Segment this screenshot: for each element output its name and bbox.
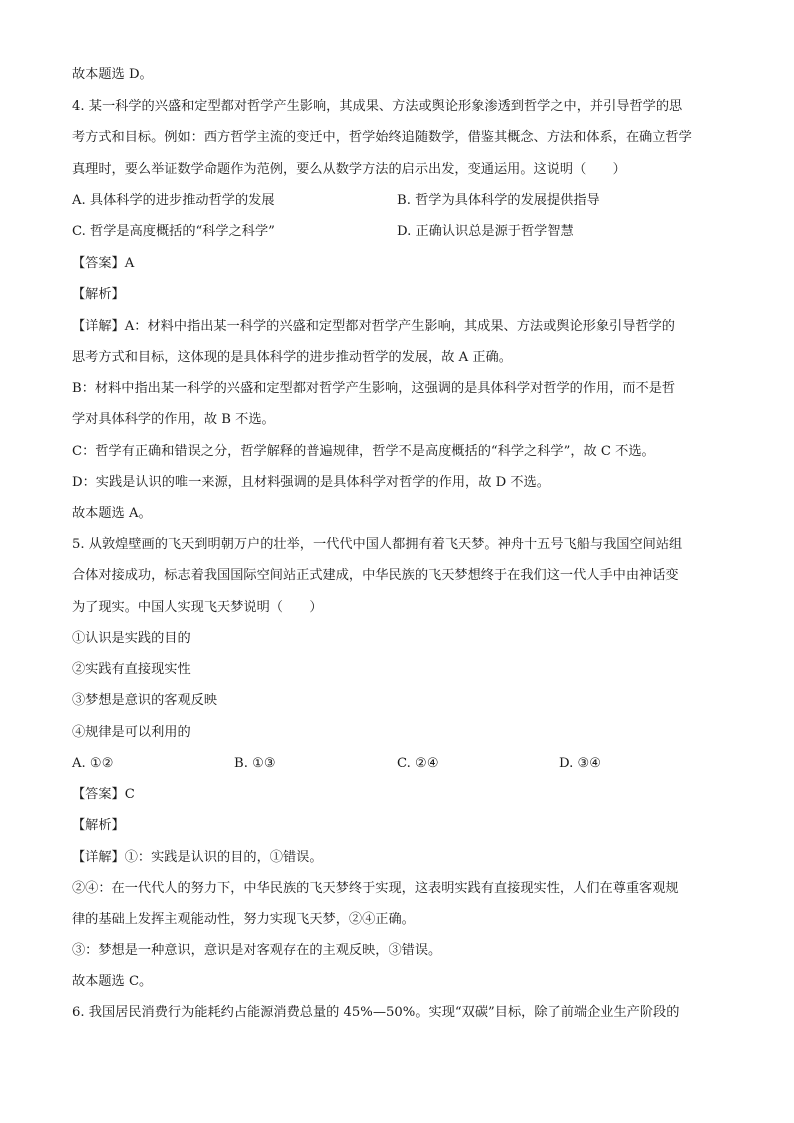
question-5-stem-line-1: 5. 从敦煌壁画的飞天到明朝万户的壮举，一代代中国人都拥有着飞天梦。神舟十五号飞船与我国空间站组	[72, 537, 683, 552]
question-6-stem-line-1: 6. 我国居民消费行为能耗约占能源消费总量的 45%—50%。实现“双碳”目标，除了前端企业生产阶段的	[72, 1005, 680, 1020]
question-4-option-b: B. 哲学为具体科学的发展提供指导	[397, 193, 600, 208]
question-5-analysis-heading: 【解析】	[72, 818, 125, 833]
question-5-option-c: C. ②④	[397, 756, 439, 771]
question-5-option-a: A. ①②	[72, 756, 114, 771]
question-4-explanation-line-1: 【详解】A：材料中指出某一科学的兴盛和定型都对哲学产生影响，其成果、方法或舆论形象引导哲学的	[72, 319, 675, 334]
question-4-analysis-heading: 【解析】	[72, 287, 125, 302]
question-4-option-d: D. 正确认识总是源于哲学智慧	[397, 224, 574, 239]
question-4-explanation-line-4: 学对具体科学的作用，故 B 不选。	[72, 412, 275, 427]
question-4-explanation-line-6: D：实践是认识的唯一来源，且材料强调的是具体科学对哲学的作用，故 D 不选。	[72, 475, 550, 490]
question-4-stem-line-1: 4. 某一科学的兴盛和定型都对哲学产生影响，其成果、方法或舆论形象渗透到哲学之中，并引导哲学的思	[72, 99, 683, 114]
question-4-answer: 【答案】A	[72, 256, 135, 271]
question-5-statement-4: ④规律是可以利用的	[72, 725, 191, 740]
question-5-explanation-line-1: 【详解】①：实践是认识的目的，①错误。	[72, 850, 323, 865]
question-4-stem-line-2: 考方式和目标。例如：西方哲学主流的变迁中，哲学始终追随数学，借鉴其概念、方法和体系，在确立哲学	[72, 130, 692, 145]
question-5-explanation-line-3: 律的基础上发挥主观能动性，努力实现飞天梦，②④正确。	[72, 912, 415, 927]
question-4-explanation-line-5: C：哲学有正确和错误之分，哲学解释的普遍规律，哲学不是高度概括的“科学之科学”，故 C 不选。	[72, 444, 655, 459]
question-4-explanation-line-2: 思考方式和目标，这体现的是具体科学的进步推动哲学的发展，故 A 正确。	[72, 350, 512, 365]
question-5-statement-3: ③梦想是意识的客观反映	[72, 693, 218, 708]
question-5-explanation-line-4: ③：梦想是一种意识，意识是对客观存在的主观反映，③错误。	[72, 943, 442, 958]
question-4-stem-line-3: 真理时，要么举证数学命题作为范例，要么从数学方法的启示出发，变通运用。这说明（ ）	[72, 162, 626, 177]
question-5-answer: 【答案】C	[72, 787, 135, 802]
question-4-option-a: A. 具体科学的进步推动哲学的发展	[72, 193, 275, 208]
question-5-conclusion: 故本题选 C。	[72, 974, 153, 989]
question-5-option-b: B. ①③	[234, 756, 276, 771]
question-4-option-c: C. 哲学是高度概括的“科学之科学”	[72, 224, 275, 239]
question-4-explanation-line-3: B：材料中指出某一科学的兴盛和定型都对哲学产生影响，这强调的是具体科学对哲学的作用，而不是哲	[72, 381, 676, 396]
question-5-option-d: D. ③④	[559, 756, 602, 771]
question-5-explanation-line-2: ②④：在一代代人的努力下，中华民族的飞天梦终于实现，这表明实践有直接现实性，人们在尊重客观规	[72, 881, 679, 896]
answer-conclusion-q3: 故本题选 D。	[72, 67, 153, 82]
question-5-stem-line-2: 合体对接成功，标志着我国国际空间站正式建成，中华民族的飞天梦想终于在我们这一代人手中由神话变	[72, 568, 679, 583]
question-5-statement-1: ①认识是实践的目的	[72, 631, 191, 646]
question-4-conclusion: 故本题选 A。	[72, 506, 152, 521]
question-5-stem-line-3: 为了现实。中国人实现飞天梦说明（ ）	[72, 600, 323, 615]
question-5-statement-2: ②实践有直接现实性	[72, 662, 191, 677]
